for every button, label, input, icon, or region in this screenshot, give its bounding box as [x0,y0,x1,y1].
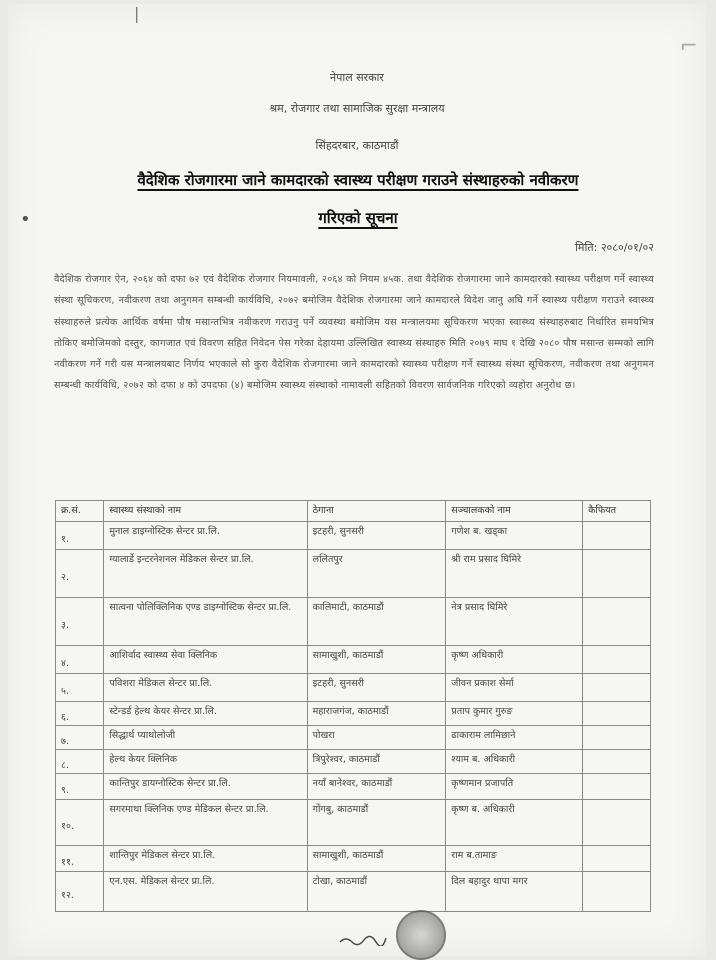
col-institution-name: स्वास्थ्य संस्थाको नाम [104,501,307,522]
col-operator: सञ्चालकको नाम [446,501,583,522]
table-row [56,598,651,646]
table-row [56,550,651,598]
row-operator: दिल बहादुर थापा मगर [446,872,583,912]
notice-date: मिति: २०८०/०१/०२ [575,241,654,254]
row-name: सात्वना पोलिक्लिनिक एण्ड डाइग्नोस्टिक सेन्टर प्रा.लि. [104,598,307,646]
row-name: ग्यालार्डे इन्टरनेशनल मेडिकल सेन्टर प्रा.लि. [104,550,307,598]
row-remarks [583,598,651,646]
corner-mark: ⌐ [679,34,698,59]
table-row [56,674,651,702]
row-operator: राम ब.तामाङ [446,846,583,872]
notice-title-line1: वैदेशिक रोजगारमा जाने कामदारको स्वास्थ्य परीक्षण गराउने संस्थाहरुको नवीकरण [137,171,579,189]
notice-title-line2: गरिएको सूचना [318,209,398,227]
row-operator: कृष्ण ब. अधिकारी [446,800,583,846]
table-row [56,846,651,872]
table-row [56,750,651,774]
row-remarks [583,550,651,598]
row-serial: ४. [56,646,104,674]
row-serial: १०. [56,800,104,846]
row-address: टोखा, काठमाडौं [307,872,446,912]
row-address: इटहरी, सुनसरी [307,522,446,550]
health-institutions-table [55,500,651,912]
row-serial: ८. [56,750,104,774]
row-operator: गणेश ब. खड्का [446,522,583,550]
row-address: नयाँ बानेश्वर, काठमाडौं [307,774,446,800]
row-name: सिद्धार्थ प्याथोलोजी [104,726,307,750]
row-name: स्टेन्डर्ड हेल्थ केयर सेन्टर प्रा.लि. [104,702,307,726]
table-row [56,702,651,726]
table-header-row [56,501,651,522]
government-name: नेपाल सरकार [330,71,384,84]
row-address: महाराजगंज, काठमाडौं [307,702,446,726]
official-seal [396,910,446,960]
table-row [56,522,651,550]
col-remarks: कैफियत [583,501,651,522]
row-name: हेल्थ केयर क्लिनिक [104,750,307,774]
row-remarks [583,872,651,912]
row-remarks [583,522,651,550]
row-name: आशिर्वाद स्वास्थ्य सेवा क्लिनिक [104,646,307,674]
row-remarks [583,726,651,750]
table-row [56,800,651,846]
fold-mark: ❘ [130,4,144,23]
row-name: सगरमाथा क्लिनिक एण्ड मेडिकल सेन्टर प्रा.लि. [104,800,307,846]
row-address: सामाखुशी, काठमाडौं [307,846,446,872]
ministry-address: सिंहदरबार, काठमाडौं [315,139,399,152]
row-name: एन.एस. मेडिकल सेन्टर प्रा.लि. [104,872,307,912]
row-operator: प्रताप कुमार गुरुङ [446,702,583,726]
row-address: सामाखुशी, काठमाडौं [307,646,446,674]
row-remarks [583,702,651,726]
table-row [56,872,651,912]
row-remarks [583,800,651,846]
row-serial: ९. [56,774,104,800]
row-address: ललितपुर [307,550,446,598]
row-name: कान्तिपुर डायग्नोस्टिक सेन्टर प्रा.लि. [104,774,307,800]
row-operator: श्री राम प्रसाद घिमिरे [446,550,583,598]
col-address: ठेगाना [307,501,446,522]
signature-scribble [338,934,388,946]
row-serial: १. [56,522,104,550]
row-name: शान्तिपुर मेडिकल सेन्टर प्रा.लि. [104,846,307,872]
row-name: पविशरा मेडिकल सेन्टर प्रा.लि. [104,674,307,702]
row-operator: जीवन प्रकाश सेर्मा [446,674,583,702]
col-serial: क्र.सं. [56,501,104,522]
row-remarks [583,774,651,800]
row-operator: कृष्णमान प्रजापति [446,774,583,800]
row-address: पोखरा [307,726,446,750]
notice-page [8,4,706,956]
table-row [56,774,651,800]
table-row [56,726,651,750]
notice-body: वैदेशिक रोजगार ऐन, २०६४ को दफा ७२ एवं वैदेशिक रोजगार नियमावली, २०६४ को नियम ४५क. तथा वैदेशिक रोजगारमा जाने कामदारको स्वास्थ्य परीक्षण गर्ने स्वास्थ्य संस्था सूचिकरण, नवीकरण तथा अनुगमन सम्बन्धी कार्यविधि, २०७२ बमोजिम वैदेशिक रोजगारमा जाने कामदारले विदेश जानु अघि गर्ने स्वास्थ्य परीक्षण गराउने स्वास्थ्य संस्थाहरुले प्रत्येक आर्थिक वर्षमा पौष मसान्तभित्र नवीकरण गराउनु पर्ने व्यवस्था बमोजिम यस मन्त्रालयमा सूचिकरण भएका स्वास्थ्य संस्थाहरुबाट निर्धारित समयभित्र तोकिए बमोजिमको दस्तुर, कागजात एवं विवरण सहित निवेदन पेस गरेका देहायमा उल्लिखित स्वास्थ्य संस्थाहरु मिति २०७९ माघ १ देखि २०८० पौष मसान्त सम्मको लागि नवीकरण गर्ने गरी यस मन्त्रालयबाट निर्णय भएकाले सो कुरा वैदेशिक रोजगारमा जाने कामदारको स्वास्थ्य परीक्षण गर्ने स्वास्थ्य संस्था सूचिकरण, नवीकरण तथा अनुगमन सम्बन्धी कार्यविधि, २०७२ को दफा ४ को उपदफा (४) बमोजिम स्वास्थ्य संस्थाको नामावली सहितको विवरण सार्वजनिक गरिएको व्यहोरा अनुरोध छ। [54,274,654,392]
row-serial: ६. [56,702,104,726]
row-address: त्रिपुरेश्वर, काठमाडौं [307,750,446,774]
row-serial: १२. [56,872,104,912]
row-operator: श्याम ब. अधिकारी [446,750,583,774]
row-remarks [583,646,651,674]
row-name: मुनाल डाइग्नोस्टिक सेन्टर प्रा.लि. [104,522,307,550]
row-serial: ११. [56,846,104,872]
row-serial: ७. [56,726,104,750]
row-remarks [583,750,651,774]
row-remarks [583,846,651,872]
ministry-name: श्रम, रोजगार तथा सामाजिक सुरक्षा मन्त्रालय [269,102,445,115]
row-operator: नेत्र प्रसाद घिमिरे [446,598,583,646]
row-remarks [583,674,651,702]
row-serial: ५. [56,674,104,702]
row-address: कालिमाटी, काठमाडौं [307,598,446,646]
table-row [56,646,651,674]
row-operator: कृष्ण अधिकारी [446,646,583,674]
row-serial: २. [56,550,104,598]
row-address: गोंगबु, काठमाडौं [307,800,446,846]
bullet-mark: • [20,209,31,230]
row-address: इटहरी, सुनसरी [307,674,446,702]
row-operator: ढाकाराम लामिछाने [446,726,583,750]
row-serial: ३. [56,598,104,646]
